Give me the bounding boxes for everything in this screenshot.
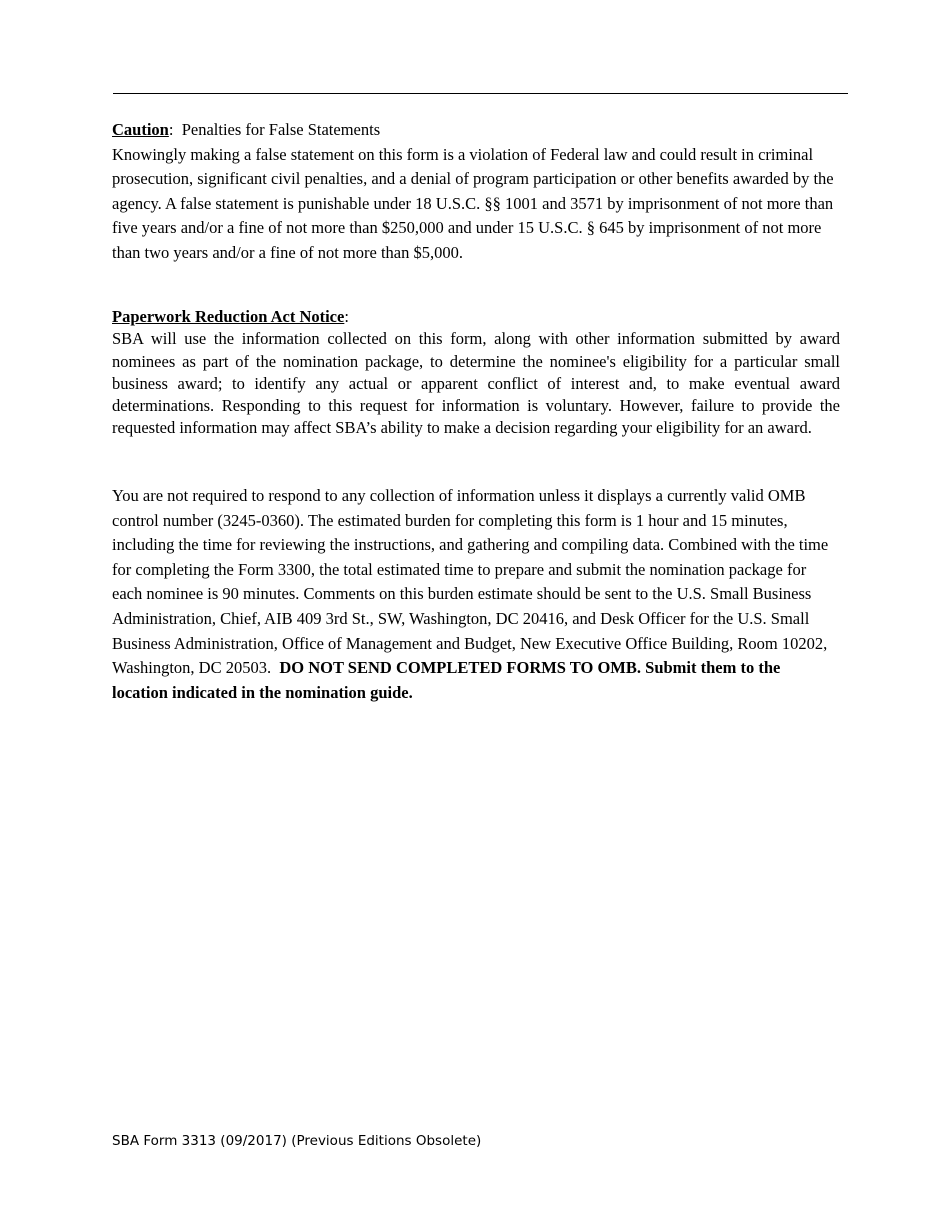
paperwork-heading-colon: : [344, 307, 349, 326]
form-footer: SBA Form 3313 (09/2017) (Previous Editions Obsolete) [112, 1133, 482, 1149]
caution-heading: Caution [112, 120, 169, 139]
caution-text: Knowingly making a false statement on this form is a violation of Federal law and could result in criminal prosecution, significant civil penalties, and a denial of program participation or other benefits awarded by the agency. A false statement is punishable under 18 U.S.C. §§ 1001 and 3571 by imprisonment of not more than five years and/or a fine of not more than $250,000 and under 15 U.S.C. § 645 by imprisonment of not more than two years and/or a fine of not more than $5,000. [112, 144, 834, 262]
top-rule [113, 93, 848, 94]
paperwork-title-line [112, 306, 840, 328]
paperwork-section [112, 306, 840, 440]
caution-title-line [112, 118, 840, 143]
omb-notice-section [112, 484, 840, 705]
paperwork-text: SBA will use the information collected on this form, along with other information submitted by award nominees as part of the nomination package, to determine the nominee's eligibility for a particular small business award; to identify any actual or apparent conflict of interest and, to make eventual award determinations. Responding to this request for information is voluntary. However, failure to provide the requested information may affect SBA’s ability to make a decision regarding your eligibility for an award. [112, 329, 840, 438]
caution-subtitle: Penalties for False Statements [181, 120, 381, 139]
caution-heading-colon: : [168, 120, 174, 139]
omb-notice-text: You are not required to respond to any collection of information unless it displays a currently valid OMB control number (3245-0360). The estimated burden for completing this form is 1 hour and 15 minutes, including the time for reviewing the instructions, and gathering and compiling data. Combined with the time for completing the Form 3300, the total estimated time to prepare and submit the nomination package for each nominee is 90 minutes. Comments on this burden estimate should be sent to the U.S. Small Business Administration, Chief, AIB 409 3rd St., SW, Washington, DC 20416, and Desk Officer for the U.S. Small Business Administration, Office of Management and Budget, New Executive Office Building, Room 10202, Washington, DC 20503. [112, 486, 829, 678]
paperwork-heading: Paperwork Reduction Act Notice [112, 307, 345, 326]
caution-section [112, 118, 840, 266]
omb-notice-bold-text: DO NOT SEND COMPLETED FORMS TO OMB. Submit them to the location indicated in the nomination guide. [112, 658, 781, 702]
